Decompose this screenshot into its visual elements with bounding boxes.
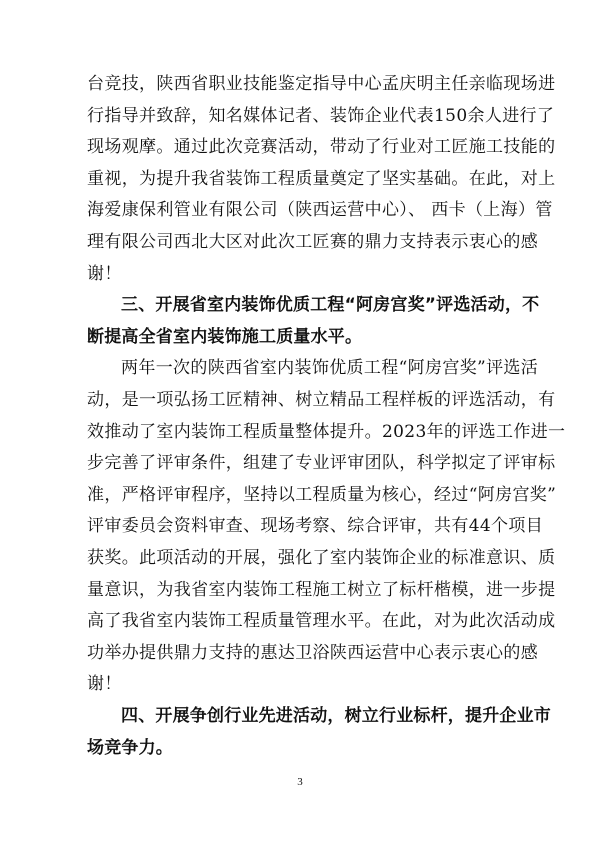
paragraph-2-line-9: 高了我省室内装饰工程质量管理水平。在此，对为此次活动成 [87,611,556,632]
paragraph-2-line-1: 两年一次的陕西省室内装饰优质工程“阿房宫奖”评选活 [121,358,539,379]
paragraph-2-line-8: 量意识，为我省室内装饰工程施工树立了标杆楷模，进一步提 [87,579,556,600]
heading-4-line-1: 四、开展争创行业先进活动，树立行业标杆，提升企业市 [121,706,551,726]
paragraph-1-line-1: 台竞技，陕西省职业技能鉴定指导中心孟庆明主任亲临现场进 [87,74,556,94]
paragraph-2-line-7: 获奖。此项活动的开展，强化了室内装饰企业的标准意识、质 [87,548,556,568]
paragraph-1-line-3: 现场观摩。通过此次竞赛活动，带动了行业对工匠施工技能的 [87,137,556,158]
paragraph-2-line-3: 效推动了室内装饰工程质量整体提升。2023年的评选工作进一 [87,421,566,442]
paragraph-1-line-6: 理有限公司西北大区对此次工匠赛的鼎力支持表示衷心的感 [87,232,539,252]
paragraph-2-line-11: 谢！ [87,674,122,695]
paragraph-1-line-7: 谢！ [87,263,122,284]
paragraph-2-line-6: 评审委员会资料审查、现场考察、综合评审，共有44个项目 [87,516,544,537]
paragraph-2-line-5: 准，严格评审程序，坚持以工程质量为核心，经过“阿房宫奖” [87,484,557,505]
heading-4-line-2: 场竞争力。 [87,737,173,758]
paragraph-1-line-5: 海爱康保利管业有限公司（陕西运营中心）、 西卡（上海）管 [87,200,553,221]
page-number: 3 [297,776,303,789]
heading-3-line-1: 三、开展省室内装饰优质工程“阿房宫奖”评选活动，不 [121,295,540,316]
paragraph-1-line-2: 行指导并致辞，知名媒体记者、装饰企业代表150余人进行了 [87,105,555,126]
paragraph-2-line-4: 步完善了评审条件，组建了专业评审团队，科学拟定了评审标 [87,453,556,474]
paragraph-2-line-10: 功举办提供鼎力支持的惠达卫浴陕西运营中心表示衷心的感 [87,642,539,663]
paragraph-1-line-4: 重视，为提升我省装饰工程质量奠定了坚实基础。在此，对上 [87,168,556,189]
heading-3-line-2: 断提高全省室内装饰施工质量水平。 [87,326,363,347]
paragraph-2-line-2: 动，是一项弘扬工匠精神、树立精品工程样板的评选活动，有 [87,390,556,410]
